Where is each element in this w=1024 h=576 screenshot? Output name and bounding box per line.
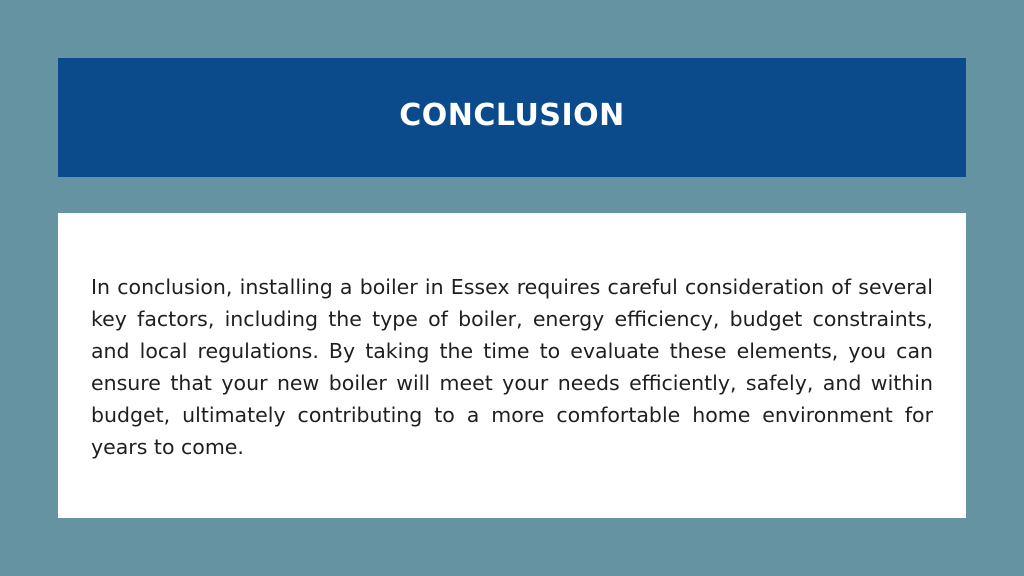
content-card — [58, 213, 966, 518]
body-paragraph: In conclusion, installing a boiler in Essex requires careful consideration of several key factors, including the type of boiler, energy efficiency, budget constraints, and local regulations. By taking the time to evaluate these elements, you can ensure that your new boiler will meet your needs efficiently, safely, and within budget, ultimately contributing to a more comfortable home environment for years to come. — [91, 275, 933, 459]
slide-title: CONCLUSION — [399, 98, 625, 133]
title-banner — [58, 58, 966, 177]
